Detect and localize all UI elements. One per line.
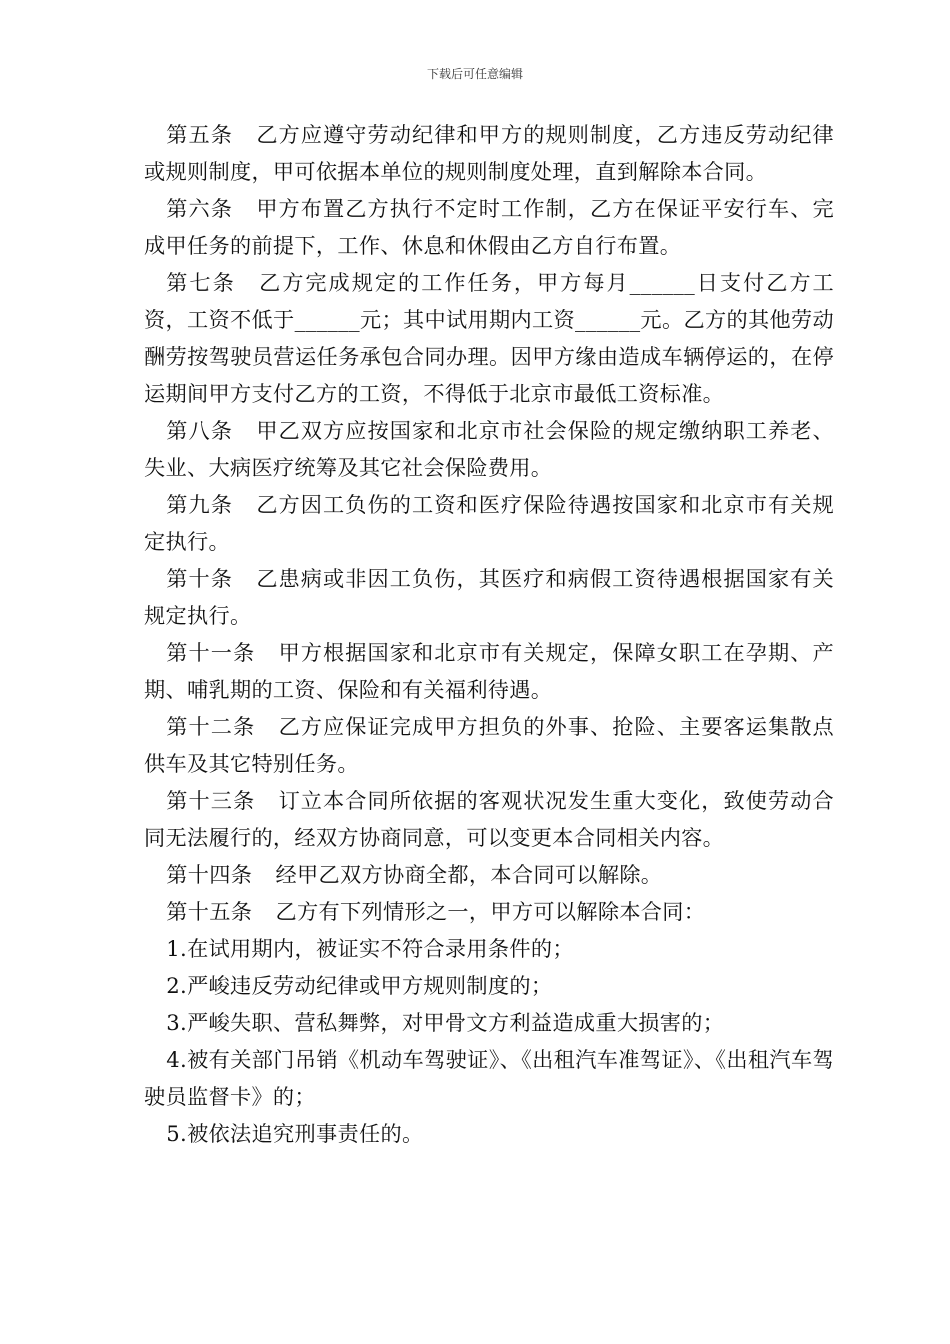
article-15 xyxy=(144,893,834,930)
article-text: 甲方布置乙方执行不定时工作制，乙方在保证平安行车、完成甲任务的前提下，工作、休息和休假由乙方自行布置。 xyxy=(144,196,834,258)
article-label: 第十一条 xyxy=(166,640,256,665)
article-5 xyxy=(144,116,834,190)
list-item: 2.严峻违反劳动纪律或甲方规则制度的； xyxy=(166,973,553,998)
list-item: 5.被依法追究刑事责任的。 xyxy=(166,1121,424,1146)
article-8 xyxy=(144,412,834,486)
article-11 xyxy=(144,634,834,708)
article-13 xyxy=(144,782,834,856)
article-label: 第八条 xyxy=(166,418,233,443)
article-text: 经甲乙双方协商全都，本合同可以解除。 xyxy=(275,862,663,887)
article-label: 第六条 xyxy=(166,196,233,221)
article-label: 第七条 xyxy=(166,270,236,295)
article-label: 第十三条 xyxy=(166,788,256,813)
list-item: 1.在试用期内，被证实不符合录用条件的； xyxy=(166,936,574,961)
article-10 xyxy=(144,560,834,634)
article-text: 甲乙双方应按国家和北京市社会保险的规定缴纳职工养老、失业、大病医疗统筹及其它社会保险费用。 xyxy=(144,418,834,480)
article-text: 乙患病或非因工负伤，其医疗和病假工资待遇根据国家有关规定执行。 xyxy=(144,566,834,628)
article-text: 订立本合同所依据的客观状况发生重大变化，致使劳动合同无法履行的，经双方协商同意，可以变更本合同相关内容。 xyxy=(144,788,834,850)
article-text: 乙方应保证完成甲方担负的外事、抢险、主要客运集散点供车及其它特别任务。 xyxy=(144,714,834,776)
page-header: 下载后可任意编辑 xyxy=(426,67,523,81)
article-label: 第十条 xyxy=(166,566,233,591)
article-text: 乙方有下列情形之一，甲方可以解除本合同： xyxy=(275,899,706,924)
article-6 xyxy=(144,190,834,264)
article-text: 甲方根据国家和北京市有关规定，保障女职工在孕期、产期、哺乳期的工资、保险和有关福利待遇。 xyxy=(144,640,834,702)
document-body xyxy=(144,116,834,1152)
article-text: 乙方因工负伤的工资和医疗保险待遇按国家和北京市有关规定执行。 xyxy=(144,492,834,554)
article-12 xyxy=(144,708,834,782)
article-7 xyxy=(144,264,834,412)
list-item: 3.严峻失职、营私舞弊，对甲骨文方利益造成重大损害的； xyxy=(166,1010,725,1035)
article-9 xyxy=(144,486,834,560)
article-label: 第十五条 xyxy=(166,899,253,924)
article-14 xyxy=(144,856,834,893)
article-text: 乙方应遵守劳动纪律和甲方的规则制度，乙方违反劳动纪律或规则制度，甲可依据本单位的规则制度处理，直到解除本合同。 xyxy=(144,122,834,184)
list-item: 4.被有关部门吊销《机动车驾驶证》、《出租汽车准驾证》、《出租汽车驾驶员监督卡》的； xyxy=(144,1047,834,1109)
article-label: 第十四条 xyxy=(166,862,253,887)
article-label: 第九条 xyxy=(166,492,233,517)
article-label: 第十二条 xyxy=(166,714,256,739)
article-label: 第五条 xyxy=(166,122,233,147)
article-text: 乙方完成规定的工作任务，甲方每月______日支付乙方工资，工资不低于______元；其中试用期内工资______元。乙方的其他劳动酬劳按驾驶员营运任务承包合同办理。因甲方缘由造成车辆停运的，在停运期间甲方支付乙方的工资，不得低于北京市最低工资标准。 xyxy=(144,270,835,406)
